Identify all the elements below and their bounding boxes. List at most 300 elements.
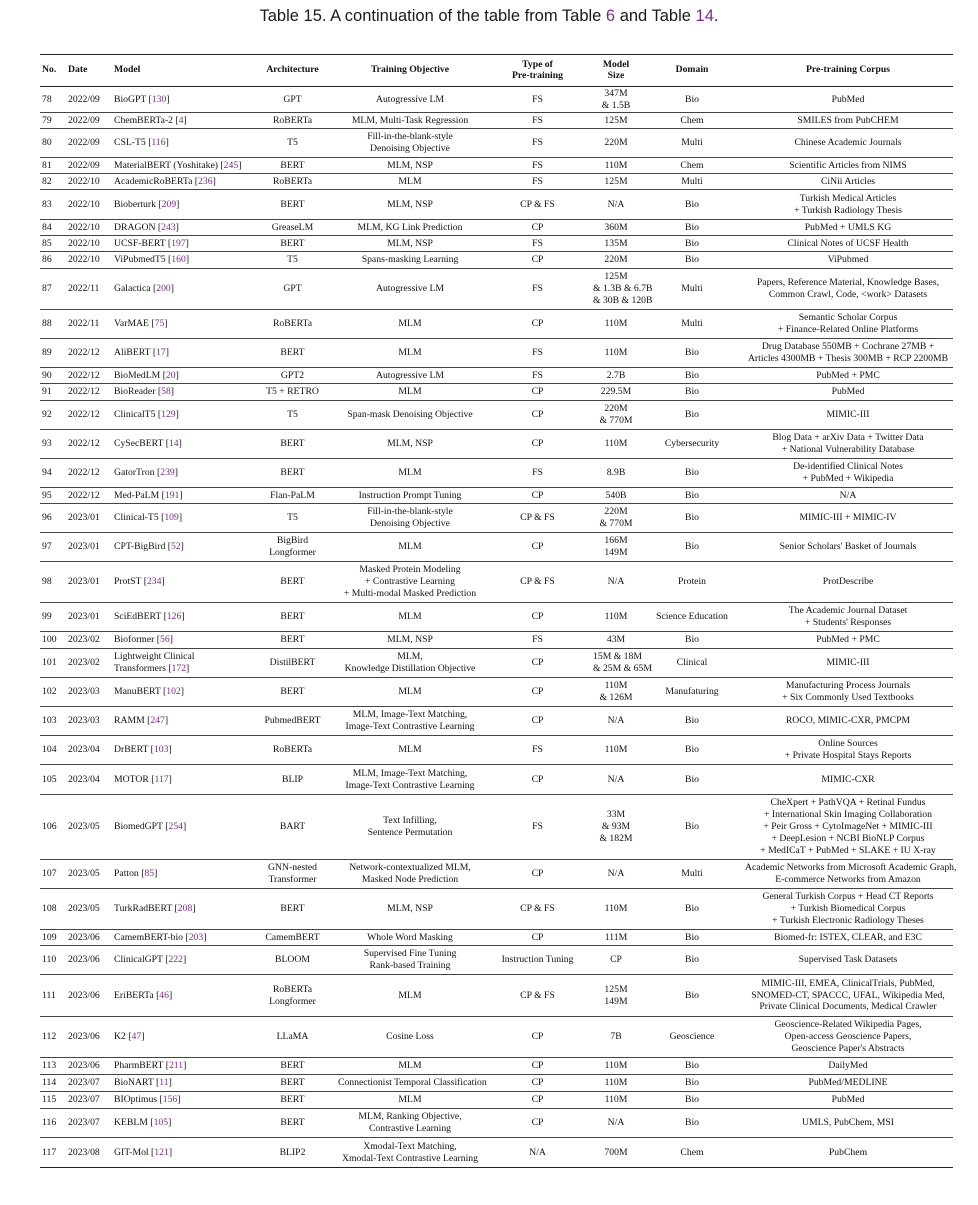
cell-no: 92 <box>42 409 52 421</box>
cell-model: AliBERT [17] <box>114 347 169 359</box>
cell-model: Galactica [200] <box>114 283 174 295</box>
citation-link[interactable]: 105 <box>153 1117 169 1129</box>
cell-training-objective: Xmodal-Text Matching, Xmodal-Text Contrastive Learning <box>342 1140 478 1164</box>
header-type-of-pretraining: Type of Pre-training <box>512 58 563 81</box>
cell-pretraining-type: FS <box>532 634 543 646</box>
cell-pretraining-corpus: Scientific Articles from NIMS <box>789 159 907 171</box>
cell-model: Lightweight Clinical Transformers [172] <box>114 651 195 674</box>
cell-architecture: BERT <box>280 903 305 915</box>
header-no: No. <box>42 64 57 76</box>
cell-no: 105 <box>42 773 57 785</box>
cell-pretraining-corpus: Academic Networks from Microsoft Academic Graph, E-commerce Networks from Amazon <box>745 862 957 885</box>
cell-pretraining-corpus: PubMed + PMC <box>816 634 880 646</box>
cell-pretraining-type: FS <box>532 159 543 171</box>
model-name: DrBERT <box>114 744 149 756</box>
table-row <box>40 368 953 384</box>
cell-architecture: GreaseLM <box>271 221 314 233</box>
cell-date: 2023/04 <box>68 773 100 785</box>
cell-training-objective: MLM <box>398 1094 422 1106</box>
cell-pretraining-type: CP <box>531 318 544 330</box>
table-row <box>40 562 953 603</box>
cell-date: 2023/07 <box>68 1117 100 1129</box>
table-row <box>40 707 953 736</box>
citation-link[interactable]: 17 <box>156 347 166 359</box>
cell-pretraining-type: CP <box>531 1031 544 1043</box>
cell-domain: Chem <box>680 159 704 171</box>
cell-date: 2022/12 <box>68 386 100 398</box>
cell-domain: Clinical <box>676 657 708 669</box>
header-model-size: Model Size <box>602 58 630 81</box>
citation-link[interactable]: 222 <box>168 954 183 966</box>
cell-pretraining-corpus: MIMIC-III <box>826 657 870 669</box>
cell-pretraining-corpus: Clinical Notes of UCSF Health <box>787 237 909 249</box>
cell-model-size: 229.5M <box>600 386 632 398</box>
cell-pretraining-corpus: Semantic Scholar Corpus + Finance-Related Online Platforms <box>777 312 919 335</box>
citation-link[interactable]: 160 <box>171 254 186 266</box>
cell-date: 2022/09 <box>68 137 100 149</box>
cell-training-objective: MLM <box>398 541 422 553</box>
model-name: TurkRadBERT <box>114 903 173 915</box>
table-body <box>40 87 957 1168</box>
cell-architecture: BERT <box>280 347 305 359</box>
cell-pretraining-corpus: ROCO, MIMIC-CXR, PMCPM <box>785 715 911 727</box>
cell-training-objective: MLM <box>398 989 422 1001</box>
table-row <box>40 795 953 860</box>
cell-architecture: BERT <box>280 237 305 249</box>
cell-model: Clinical-T5 [109] <box>114 512 183 524</box>
table-row <box>40 1017 953 1058</box>
cell-pretraining-type: CP <box>531 1094 544 1106</box>
citation-link[interactable]: 85 <box>144 868 155 880</box>
cell-model: KEBLM [105] <box>114 1117 172 1129</box>
cell-domain: Multi <box>681 318 703 330</box>
model-name: ViPubmedT5 <box>114 254 166 266</box>
cell-no: 84 <box>42 221 52 233</box>
cell-no: 112 <box>42 1031 57 1043</box>
cell-pretraining-corpus: SMILES from PubCHEM <box>797 114 899 126</box>
table-row <box>40 129 953 158</box>
model-name: BioReader <box>114 386 156 398</box>
cell-pretraining-type: CP <box>531 1117 544 1129</box>
model-name: ClinicalT5 <box>114 409 156 421</box>
cell-training-objective: MLM, NSP <box>387 237 433 249</box>
cell-model-size: 110M <box>604 159 628 171</box>
cell-pretraining-corpus: Online Sources + Private Hospital Stays Reports <box>784 738 912 761</box>
cell-domain: Multi <box>681 283 703 295</box>
cell-pretraining-corpus: PubMed + UMLS KG <box>804 221 892 233</box>
cell-pretraining-type: FS <box>532 114 543 126</box>
cell-date: 2023/01 <box>68 512 100 524</box>
cell-pretraining-corpus: MIMIC-III + MIMIC-IV <box>799 512 897 524</box>
cell-model-size: N/A <box>607 773 625 785</box>
header-pretraining-corpus: Pre-training Corpus <box>805 64 891 76</box>
cell-model: BiomedGPT [254] <box>114 821 187 833</box>
cell-pretraining-type: CP <box>531 1060 544 1072</box>
cell-date: 2022/11 <box>68 283 100 295</box>
table-row <box>40 488 953 504</box>
cell-architecture: RoBERTa <box>272 114 313 126</box>
cell-no: 83 <box>42 198 52 210</box>
cell-domain: Cybersecurity <box>664 438 720 450</box>
cell-pretraining-corpus: Turkish Medical Articles + Turkish Radiology Thesis <box>794 192 902 216</box>
cell-domain: Bio <box>685 744 699 756</box>
cell-pretraining-corpus: PubChem <box>828 1146 868 1158</box>
table-row <box>40 87 953 113</box>
cell-pretraining-type: CP <box>531 489 544 501</box>
cell-model-size: 110M <box>604 903 628 915</box>
cell-pretraining-type: FS <box>532 175 543 187</box>
cell-model: BioReader [58] <box>114 386 175 398</box>
cell-no: 93 <box>42 438 52 450</box>
model-name: SciEdBERT <box>114 611 162 623</box>
cell-model: CySecBERT [14] <box>114 438 182 450</box>
cell-no: 96 <box>42 512 52 524</box>
cell-model: ClinicalGPT [222] <box>114 954 187 966</box>
cell-pretraining-corpus: Papers, Reference Material, Knowledge Bases, Common Crawl, Code, <work> Datasets <box>756 277 940 300</box>
cell-architecture: BERT <box>280 1060 305 1072</box>
cell-model: DrBERT [103] <box>114 744 172 756</box>
cell-model-size: 125M <box>604 175 628 187</box>
table-row <box>40 174 953 190</box>
model-name: GatorTron <box>114 467 155 479</box>
model-name: ChemBERTa-2 <box>114 114 174 126</box>
cell-model: Bioberturk [209] <box>114 198 180 210</box>
table-row <box>40 632 953 649</box>
cell-training-objective: MLM, Multi-Task Regression <box>351 114 469 126</box>
model-name: UCSF-BERT <box>114 237 166 249</box>
cell-no: 103 <box>42 715 57 727</box>
cell-training-objective: Network-contextualized MLM, Masked Node Prediction <box>349 862 471 885</box>
cell-domain: Bio <box>685 198 699 210</box>
citation-link[interactable]: 172 <box>171 663 187 674</box>
citation-link[interactable]: 56 <box>160 634 170 646</box>
cell-model: BioNART [11] <box>114 1077 172 1089</box>
table-row <box>40 1092 953 1109</box>
cell-model: ViPubmedT5 [160] <box>114 254 190 266</box>
cell-architecture: DistilBERT <box>269 657 316 669</box>
cell-pretraining-corpus: ViPubmed <box>827 254 869 266</box>
cell-domain: Multi <box>681 868 703 880</box>
cell-pretraining-type: CP <box>531 409 544 421</box>
cell-architecture: BERT <box>280 686 305 698</box>
table-header-row <box>40 55 953 87</box>
citation-link[interactable]: 245 <box>223 159 239 171</box>
table-row <box>40 430 953 459</box>
citation-link[interactable]: 197 <box>171 237 186 249</box>
cell-date: 2023/04 <box>68 744 100 756</box>
cell-model-size: 43M <box>606 634 626 646</box>
citation-link[interactable]: 203 <box>188 931 204 943</box>
table-row <box>40 236 953 252</box>
cell-architecture: BERT <box>280 1117 305 1129</box>
cell-no: 102 <box>42 686 57 698</box>
cell-pretraining-corpus: PubMed + PMC <box>816 369 880 381</box>
citation-link[interactable]: 117 <box>154 773 169 785</box>
cell-no: 111 <box>42 989 56 1001</box>
citation-link[interactable]: 129 <box>161 409 176 421</box>
cell-pretraining-corpus: Geoscience-Related Wikipedia Pages, Open-access Geoscience Papers, Geoscience Paper's Abstracts <box>774 1019 922 1054</box>
cell-pretraining-type: N/A <box>529 1146 546 1158</box>
cell-pretraining-type: CP <box>531 541 544 553</box>
citation-link[interactable]: 211 <box>168 1060 184 1072</box>
citation-link[interactable]: 52 <box>170 541 181 553</box>
cell-model: DRAGON [243] <box>114 221 179 233</box>
cell-pretraining-corpus: DailyMed <box>828 1060 868 1072</box>
cell-date: 2023/07 <box>68 1094 100 1106</box>
cell-date: 2022/10 <box>68 198 100 210</box>
citation-link[interactable]: 58 <box>161 386 171 398</box>
cell-date: 2023/07 <box>68 1077 100 1089</box>
citation-link[interactable]: 47 <box>131 1031 142 1043</box>
cell-date: 2023/06 <box>68 954 100 966</box>
cell-model: TurkRadBERT [208] <box>114 903 196 915</box>
citation-link[interactable]: 14 <box>168 438 179 450</box>
model-name: CySecBERT <box>114 438 164 450</box>
citation-link[interactable]: 208 <box>177 903 193 915</box>
cell-date: 2022/09 <box>68 159 100 171</box>
cell-model-size: 220M <box>604 254 628 266</box>
cell-training-objective: Fill-in-the-blank-style Denoising Objective <box>367 131 453 154</box>
citation-link[interactable]: 234 <box>146 576 162 588</box>
cell-model-size: N/A <box>607 868 625 880</box>
citation-link[interactable]: 46 <box>159 989 169 1001</box>
citation-link[interactable]: 103 <box>153 744 169 756</box>
cell-pretraining-type: CP & FS <box>520 512 555 524</box>
cell-no: 85 <box>42 237 52 249</box>
model-name: MaterialBERT (Yoshitake) <box>114 159 218 171</box>
cell-training-objective: MLM <box>398 686 422 698</box>
cell-training-objective: MLM, Knowledge Distillation Objective <box>344 651 476 674</box>
model-name: CamemBERT-bio <box>114 931 184 943</box>
cell-date: 2022/10 <box>68 175 100 187</box>
cell-architecture: GPT2 <box>280 369 305 381</box>
cell-domain: Bio <box>685 773 699 785</box>
header-domain: Domain <box>675 64 709 76</box>
citation-link[interactable]: 126 <box>166 611 182 623</box>
cell-model: CamemBERT-bio [203] <box>114 931 207 943</box>
cell-training-objective: MLM, KG Link Prediction <box>357 221 463 233</box>
citation-link[interactable]: 102 <box>166 686 181 698</box>
cell-model: PharmBERT [211] <box>114 1060 187 1072</box>
citation-link[interactable]: 11 <box>159 1077 169 1089</box>
table-row <box>40 1075 953 1092</box>
cell-model-size: 125M <box>604 114 628 126</box>
cell-model-size: 2.7B <box>606 369 626 381</box>
table-row <box>40 401 953 430</box>
cell-no: 81 <box>42 159 52 171</box>
header-model: Model <box>114 64 141 76</box>
citation-link[interactable]: 200 <box>156 283 171 295</box>
cell-model-size: 220M & 770M <box>599 506 633 529</box>
cell-domain: Protein <box>678 576 706 588</box>
cell-date: 2023/03 <box>68 686 100 698</box>
table-row <box>40 113 953 129</box>
cell-pretraining-type: FS <box>532 93 543 105</box>
citation-link[interactable]: 247 <box>150 715 165 727</box>
table-row <box>40 269 953 310</box>
cell-training-objective: MLM <box>398 744 422 756</box>
citation-link[interactable]: 130 <box>151 93 167 105</box>
cell-architecture: BERT <box>280 1077 305 1089</box>
cell-no: 89 <box>42 347 52 359</box>
model-name: CSL-T5 <box>114 137 146 149</box>
cell-pretraining-corpus: CiNii Articles <box>820 175 876 187</box>
cell-model: Bioformer [56] <box>114 634 173 646</box>
cell-pretraining-corpus: PubMed/MEDLINE <box>808 1077 888 1089</box>
cell-domain: Bio <box>685 989 699 1001</box>
cell-date: 2023/01 <box>68 576 100 588</box>
cell-model: ProtST [234] <box>114 576 165 588</box>
cell-domain: Bio <box>685 467 699 479</box>
cell-pretraining-corpus: MIMIC-CXR <box>821 773 875 785</box>
cell-pretraining-corpus: The Academic Journal Dataset + Students' Responses <box>788 605 908 628</box>
cell-model-size: 110M <box>604 744 628 756</box>
cell-model-size: 110M <box>604 438 628 450</box>
citation-link[interactable]: 109 <box>164 512 179 524</box>
citation-link[interactable]: 4 <box>178 114 184 126</box>
cell-pretraining-corpus: Biomed-fr: ISTEX, CLEAR, and E3C <box>774 931 922 943</box>
cell-model: BioMedLM [20] <box>114 369 179 381</box>
cell-training-objective: Supervised Fine Tuning Rank-based Training <box>363 948 457 971</box>
cell-domain: Bio <box>685 386 699 398</box>
model-name: DRAGON <box>114 221 156 233</box>
model-name: RAMM <box>114 715 145 727</box>
table-row <box>40 649 953 678</box>
cell-pretraining-type: FS <box>532 237 543 249</box>
cell-architecture: BERT <box>280 611 305 623</box>
cell-training-objective: MLM <box>398 467 422 479</box>
citation-link[interactable]: 156 <box>162 1094 178 1106</box>
cell-no: 98 <box>42 576 52 588</box>
cell-date: 2022/11 <box>68 318 100 330</box>
table-row <box>40 1058 953 1075</box>
cell-domain: Chem <box>680 114 704 126</box>
cell-model-size: N/A <box>607 715 625 727</box>
model-name: ManuBERT <box>114 686 161 698</box>
citation-link[interactable]: 254 <box>168 821 183 833</box>
caption-ref-table-14[interactable]: 14 <box>695 7 714 25</box>
model-name: BioMedLM <box>114 369 161 381</box>
table-row <box>40 252 953 269</box>
cell-pretraining-corpus: MIMIC-III, EMEA, ClinicalTrials, PubMed, SNOMED-CT, SPACCC, UFAL, Wikipedia Med, Private Clinical Documents, Medical Crawler <box>751 977 945 1013</box>
cell-training-objective: MLM, NSP <box>387 438 433 450</box>
cell-domain: Bio <box>685 931 699 943</box>
cell-date: 2022/12 <box>68 369 100 381</box>
model-name: K2 <box>114 1031 126 1043</box>
cell-no: 94 <box>42 467 52 479</box>
cell-no: 99 <box>42 611 52 623</box>
cell-training-objective: MLM, NSP <box>387 159 433 171</box>
citation-link[interactable]: 209 <box>161 198 177 210</box>
cell-domain: Bio <box>685 221 699 233</box>
cell-domain: Bio <box>685 237 699 249</box>
cell-training-objective: Connectionist Temporal Classification <box>338 1077 487 1089</box>
citation-link[interactable]: 239 <box>160 467 175 479</box>
caption-ref-table-6[interactable]: 6 <box>605 7 616 25</box>
table-row <box>40 459 953 488</box>
cell-pretraining-type: CP <box>531 657 544 669</box>
cell-model-size: 110M <box>604 611 628 623</box>
cell-model-size: 15M & 18M & 25M & 65M <box>593 651 652 674</box>
cell-date: 2022/10 <box>68 254 100 266</box>
citation-link[interactable]: 20 <box>165 369 176 381</box>
cell-training-objective: Whole Word Masking <box>367 931 453 943</box>
cell-model: AcademicRoBERTa [236] <box>114 175 216 187</box>
cell-model-size: 33M & 93M & 182M <box>599 809 633 844</box>
cell-pretraining-corpus: PubMed <box>831 1094 865 1106</box>
cell-pretraining-corpus: Manufacturing Process Journals + Six Commonly Used Textbooks <box>782 680 914 703</box>
cell-architecture: BERT <box>280 438 305 450</box>
citation-link[interactable]: 116 <box>151 137 166 149</box>
cell-pretraining-type: CP <box>531 1077 544 1089</box>
cell-training-objective: MLM <box>398 611 422 623</box>
cell-model: GIT-Mol [121] <box>114 1146 173 1158</box>
citation-link[interactable]: 75 <box>154 318 165 330</box>
cell-domain: Bio <box>685 369 699 381</box>
models-table-container <box>40 54 957 1168</box>
cell-training-objective: MLM, Image-Text Matching, Image-Text Contrastive Learning <box>345 767 475 791</box>
cell-no: 87 <box>42 283 52 295</box>
citation-link[interactable]: 243 <box>161 221 176 233</box>
cell-architecture: BART <box>279 821 306 833</box>
table-row <box>40 339 953 368</box>
model-name: Clinical-T5 <box>114 512 159 524</box>
cell-pretraining-corpus: General Turkish Corpus + Head CT Reports + Turkish Biomedical Corpus + Turkish Electronic Radiology Theses <box>762 891 934 926</box>
cell-pretraining-type: CP <box>531 221 544 233</box>
cell-model-size: 110M & 126M <box>599 680 633 703</box>
citation-link[interactable]: 121 <box>154 1146 169 1158</box>
cell-domain: Geoscience <box>669 1031 715 1043</box>
cell-pretraining-type: FS <box>532 744 543 756</box>
cell-model-size: 347M & 1.5B <box>601 87 631 111</box>
model-name: AcademicRoBERTa <box>114 175 193 187</box>
cell-architecture: GPT <box>283 93 302 105</box>
cell-model: CSL-T5 [116] <box>114 137 169 149</box>
table-row <box>40 384 953 401</box>
cell-pretraining-corpus: CheXpert + PathVQA + Retinal Fundus + International Skin Imaging Collaboration + Peir Gross + CytoImageNet + MIMIC-III + DeepLesion + NCBI BioNLP Corpus + MedICaT + PubMed + SLAKE + IU X-ray <box>760 797 936 856</box>
cell-training-objective: Instruction Prompt Tuning <box>358 489 462 501</box>
cell-no: 108 <box>42 903 57 915</box>
cell-no: 101 <box>42 657 57 669</box>
cell-architecture: BERT <box>280 1094 305 1106</box>
citation-link[interactable]: 236 <box>198 175 213 187</box>
cell-domain: Bio <box>685 821 699 833</box>
cell-pretraining-type: CP & FS <box>520 198 555 210</box>
cell-pretraining-corpus: Blog Data + arXiv Data + Twitter Data + National Vulnerability Database <box>772 432 924 455</box>
cell-model-size: 110M <box>604 347 628 359</box>
model-name: BioNART <box>114 1077 154 1089</box>
citation-link[interactable]: 191 <box>164 489 180 501</box>
cell-no: 97 <box>42 541 52 553</box>
cell-no: 80 <box>42 137 52 149</box>
table-row <box>40 975 953 1017</box>
cell-date: 2022/10 <box>68 221 100 233</box>
cell-pretraining-type: CP <box>531 611 544 623</box>
cell-architecture: T5 <box>287 512 298 524</box>
cell-pretraining-type: FS <box>532 137 543 149</box>
cell-architecture: RoBERTa Longformer <box>269 983 316 1007</box>
cell-model: MaterialBERT (Yoshitake) [245] <box>114 159 242 171</box>
cell-architecture: RoBERTa <box>272 175 313 187</box>
cell-domain: Multi <box>681 137 703 149</box>
caption-middle: and Table <box>615 7 696 25</box>
model-name: Bioformer <box>114 634 155 646</box>
table-row <box>40 220 953 236</box>
cell-pretraining-corpus: Drug Database 550MB + Cochrane 27MB + Articles 4300MB + Thesis 300MB + RCP 2200MB <box>747 341 949 364</box>
cell-architecture: LLaMA <box>276 1031 309 1043</box>
cell-model: SciEdBERT [126] <box>114 611 185 623</box>
table-row <box>40 765 953 795</box>
